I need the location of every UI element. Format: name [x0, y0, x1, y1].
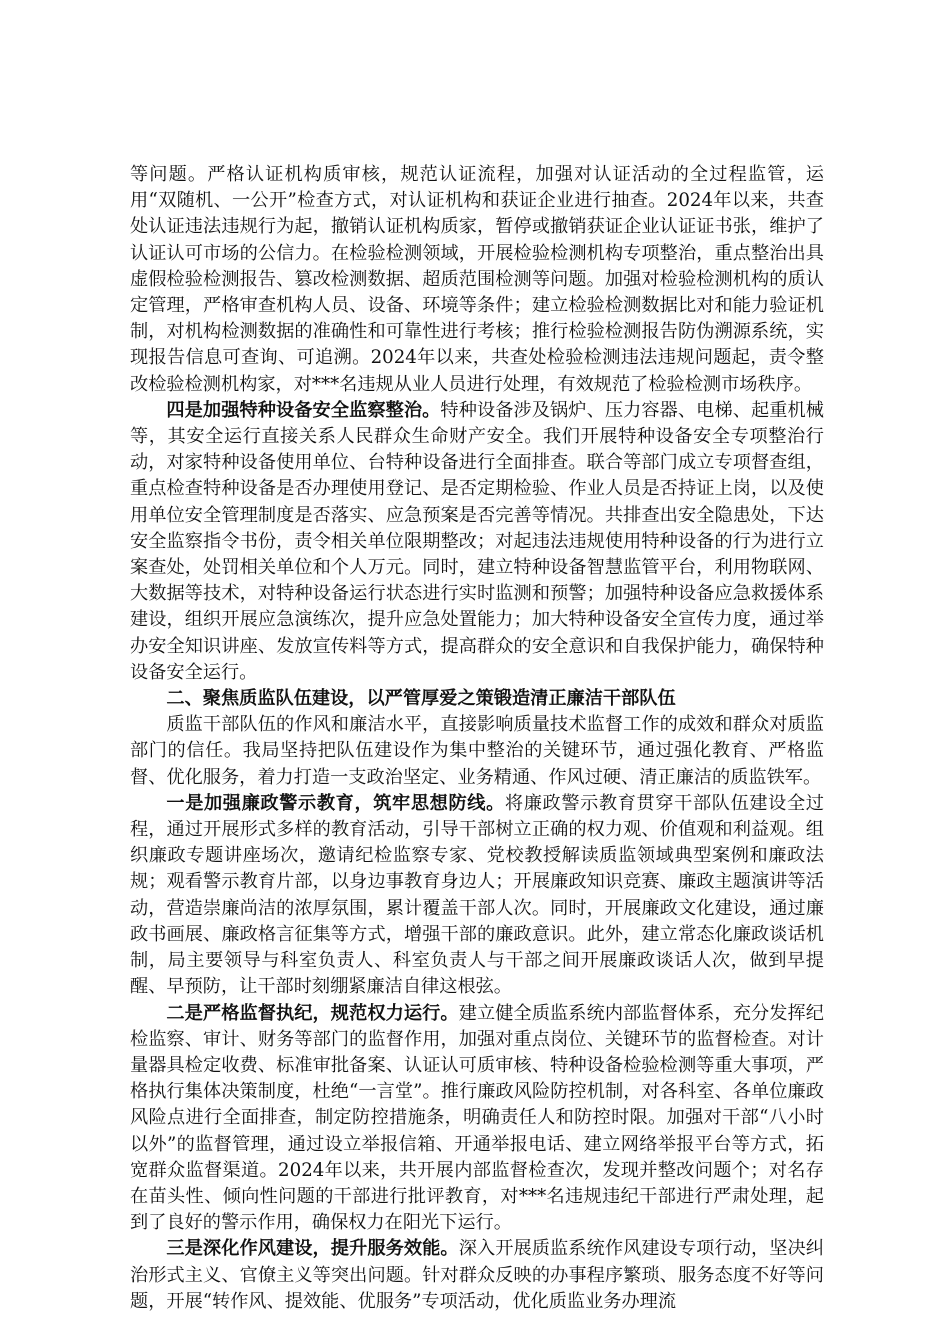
paragraph-lead: 一是加强廉政警示教育，筑牢思想防线。 [166, 792, 505, 814]
paragraph-text: 深入开展质监系统作风建设专项行动，坚决纠治形式主义、官僚主义等突出问题。针对群众反映的办事程序繁琐、服务态度不好等问题，开展“转作风、提效能、优服务”专项活动，优化质监业务办理流 [130, 1238, 824, 1312]
paragraph-work-style [130, 1236, 824, 1315]
section-heading: 二、聚焦质监队伍建设，以严管厚爱之策锻造清正廉洁干部队伍 [166, 688, 676, 710]
paragraph-text: 特种设备涉及锅炉、压力容器、电梯、起重机械等，其安全运行直接关系人民群众生命财产安全。我们开展特种设备安全专项整治行动，对家特种设备使用单位、台特种设备进行全面排查。联合等部门成立专项督查组，重点检查特种设备是否办理使用登记、是否定期检验、作业人员是否持证上岗，以及使用单位安全管理制度是否落实、应急预案是否完善等情况。共排查出安全隐患处，下达安全监察指令书份，责令相关单位限期整改；对起违法违规使用特种设备的行为进行立案查处，处罚相关单位和个人万元。同时，建立特种设备智慧监管平台，利用物联网、大数据等技术，对特种设备运行状态进行实时监测和预警；加强特种设备应急救援体系建设，组织开展应急演练次，提升应急处置能力；加大特种设备安全宣传力度，通过举办安全知识讲座、发放宣传料等方式，提高群众的安全意识和自我保护能力，确保特种设备安全运行。 [130, 399, 824, 683]
paragraph-text: 等问题。严格认证机构质审核，规范认证流程，加强对认证活动的全过程监管，运用“双随机、一公开”检查方式，对认证机构和获证企业进行抽查。2024年以来，共查处认证违法违规行为起，撤销认证机构质家，暂停或撤销获证企业认证证书张，维护了认证认可市场的公信力。在检验检测领域，开展检验检测机构专项整治，重点整治出具虚假检验检测报告、篡改检测数据、超质范围检测等问题。加强对检验检测机构的质认定管理，严格审查机构人员、设备、环境等条件；建立检验检测数据比对和能力验证机制，对机构检测数据的准确性和可靠性进行考核；推行检验检测报告防伪溯源系统，实现报告信息可查询、可追溯。2024年以来，共查处检验检测违法违规问题起，责令整改检验检测机构家，对***名违规从业人员进行处理，有效规范了检验检测市场秩序。 [130, 164, 824, 395]
paragraph-lead: 三是深化作风建设，提升服务效能。 [166, 1238, 459, 1260]
paragraph-team-intro [130, 712, 824, 791]
paragraph-lead: 二是严格监督执纪，规范权力运行。 [166, 1002, 459, 1024]
paragraph-special-equipment [130, 398, 824, 686]
paragraph-text: 质监干部队伍的作风和廉洁水平，直接影响质量技术监督工作的成效和群众对质监部门的信任。我局坚持把队伍建设作为集中整治的关键环节，通过强化教育、严格监督、优化服务，着力打造一支政治坚定、业务精通、作风过硬、清正廉洁的质监铁军。 [130, 714, 824, 788]
paragraph-text: 将廉政警示教育贯穿干部队伍建设全过程，通过开展形式多样的教育活动，引导干部树立正确的权力观、价值观和利益观。组织廉政专题讲座场次，邀请纪检监察专家、党校教授解读质监领域典型案例和廉政法规；观看警示教育片部，以身边事教育身边人；开展廉政知识竞赛、廉政主题演讲等活动，营造崇廉尚洁的浓厚氛围，累计覆盖干部人次。同时，开展廉政文化建设，通过廉政书画展、廉政格言征集等方式，增强干部的廉政意识。此外，建立常态化廉政谈话机制，局主要领导与科室负责人、科室负责人与干部之间开展廉政谈话人次，做到早提醒、早预防，让干部时刻绷紧廉洁自律这根弦。 [130, 792, 824, 998]
paragraph-lead: 四是加强特种设备安全监察整治。 [166, 399, 441, 421]
document-body [130, 162, 824, 1315]
paragraph-text: 建立健全质监系统内部监督体系，充分发挥纪检监察、审计、财务等部门的监督作用，加强对重点岗位、关键环节的监督检查。对计量器具检定收费、标准审批备案、认证认可质审核、特种设备检验检测等重大事项，严格执行集体决策制度，杜绝“一言堂”。推行廉政风险防控机制，对各科室、各单位廉政风险点进行全面排查，制定防控措施条，明确责任人和防控时限。加强对干部“八小时以外”的监督管理，通过设立举报信箱、开通举报电话、建立网络举报平台等方式，拓宽群众监督渠道。2024年以来，共开展内部监督检查次，发现并整改问题个；对名存在苗头性、倾向性问题的干部进行批评教育，对***名违规违纪干部进行严肃处理，起到了良好的警示作用，确保权力在阳光下运行。 [130, 1002, 824, 1234]
paragraph-continuation [130, 162, 824, 398]
paragraph-integrity-education [130, 791, 824, 1001]
paragraph-supervision [130, 1001, 824, 1237]
